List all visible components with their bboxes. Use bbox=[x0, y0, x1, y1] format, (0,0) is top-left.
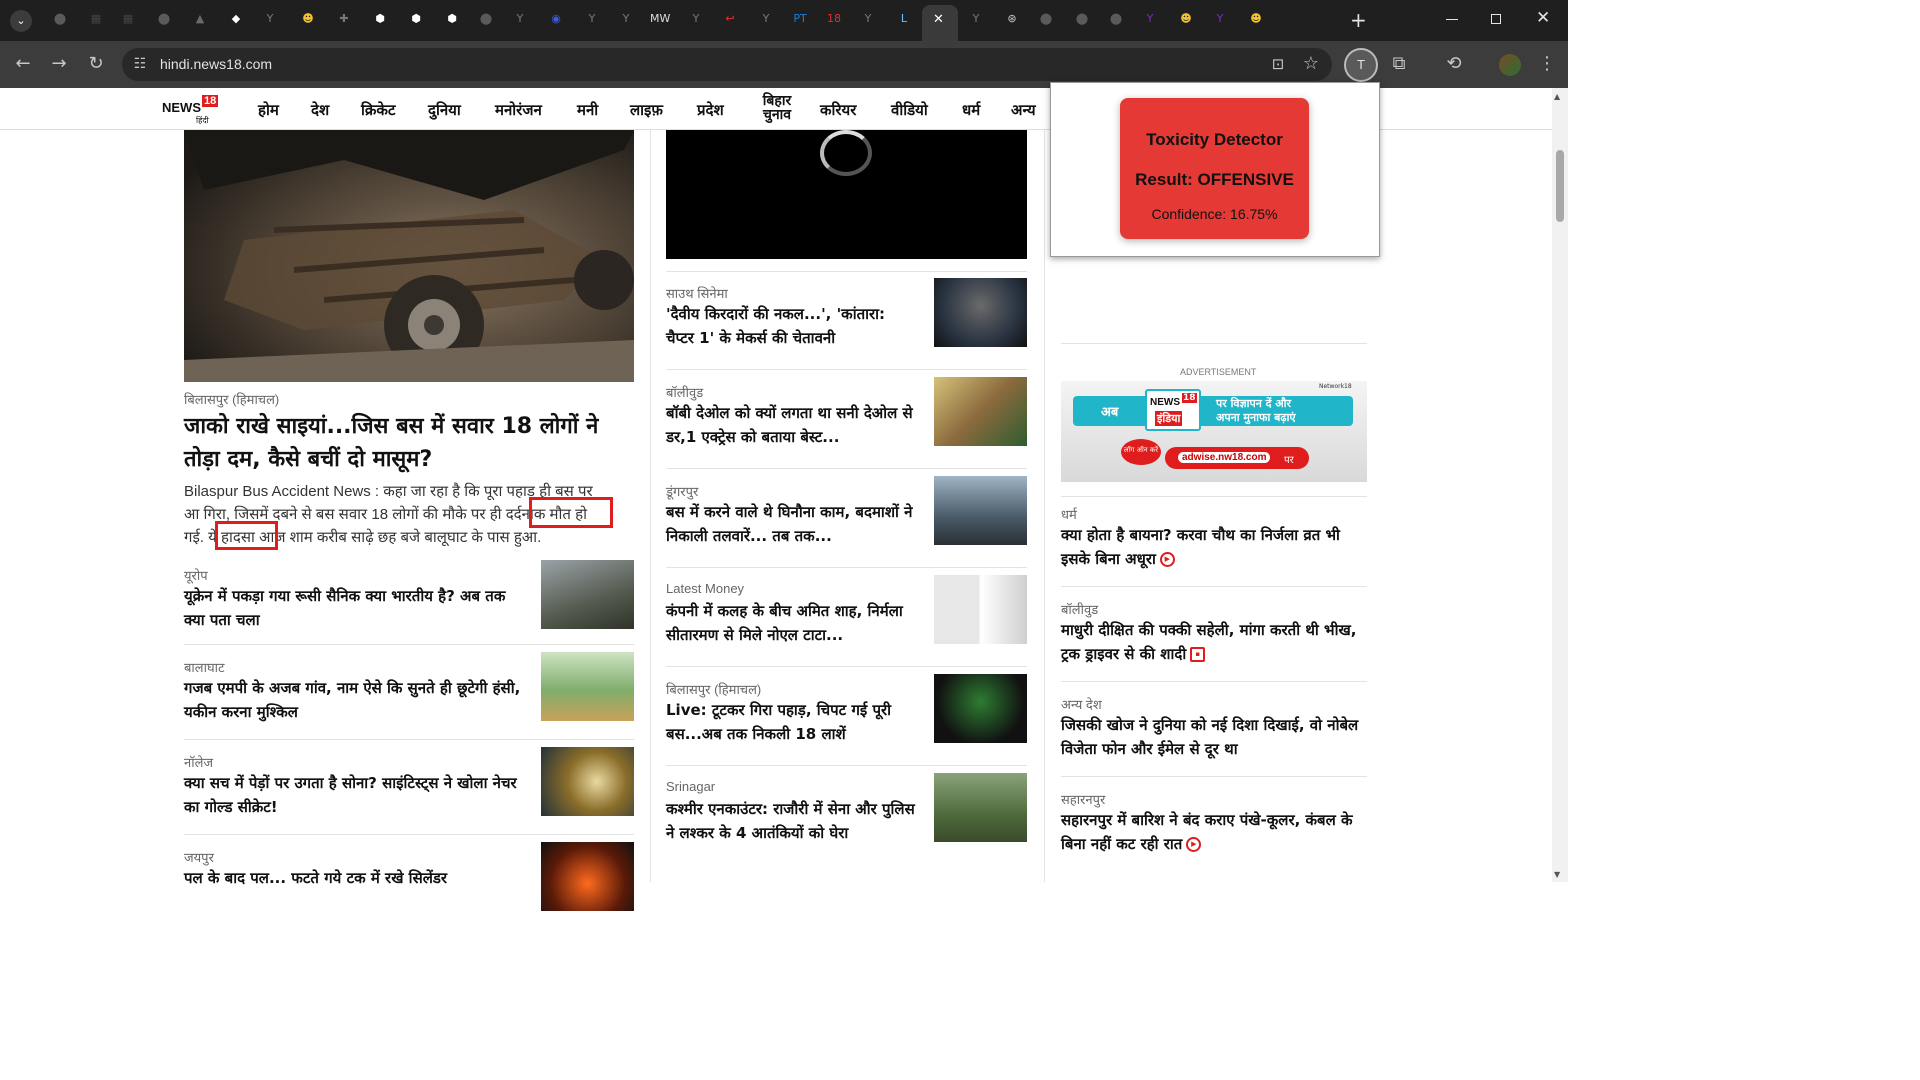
ad-brand: NEWS bbox=[1150, 397, 1180, 408]
ad-network: Network18 bbox=[1319, 383, 1352, 390]
mid_list-headline-text: Live: टूटकर गिरा पहाड़, चिपट गई पूरी बस...अब तक निकली 18 लाशें bbox=[666, 701, 892, 743]
tab-search-icon[interactable]: ⌄ bbox=[10, 10, 32, 32]
left_list-thumbnail[interactable] bbox=[541, 747, 634, 816]
toxicity-result-card bbox=[1120, 98, 1309, 239]
minimize-window-button[interactable] bbox=[1446, 19, 1458, 20]
tab-favicon-icon[interactable]: ☻ bbox=[1250, 12, 1262, 25]
ad-text-ab: अब bbox=[1101, 405, 1119, 420]
left_list-category[interactable]: नॉलेज bbox=[184, 755, 214, 770]
left_list-thumbnail[interactable] bbox=[541, 652, 634, 721]
left_list-divider bbox=[184, 834, 634, 835]
mid_list-headline[interactable] bbox=[666, 302, 916, 350]
tab-favicon-icon[interactable]: L bbox=[900, 12, 908, 25]
nav-item[interactable]: वीडियो bbox=[891, 101, 928, 119]
right_list-divider bbox=[1061, 586, 1367, 587]
tab-favicon-icon[interactable]: ⬤ bbox=[1075, 12, 1089, 25]
tab-favicon-icon[interactable]: Y bbox=[762, 12, 770, 25]
nav-item[interactable]: मनोरंजन bbox=[495, 101, 542, 119]
left_list-headline[interactable] bbox=[184, 771, 524, 819]
ad-brand-num: 18 bbox=[1183, 393, 1196, 403]
right_list-category[interactable]: अन्य देश bbox=[1061, 697, 1102, 712]
tab-favicon-icon[interactable]: Y bbox=[692, 12, 700, 25]
logo-number: 18 bbox=[204, 95, 217, 107]
more-menu-icon[interactable]: ⋮ bbox=[1538, 53, 1556, 74]
mid_list-headline[interactable] bbox=[666, 599, 916, 647]
nav-item[interactable]: देश bbox=[311, 101, 330, 119]
right_list-headline[interactable] bbox=[1061, 808, 1361, 856]
toxic-phrase-highlight-1 bbox=[529, 497, 613, 528]
video-play-icon: ▶ bbox=[1160, 552, 1175, 567]
popup-result: Result: OFFENSIVE bbox=[1135, 170, 1294, 189]
mid_list-headline-text: कंपनी में कलह के बीच अमित शाह, निर्मला सीतारमण से मिले नोएल टाटा... bbox=[666, 602, 903, 644]
extensions-puzzle-icon[interactable]: ⧉ bbox=[1392, 53, 1406, 74]
tab-favicon-icon[interactable]: ⬢ bbox=[447, 12, 457, 25]
tab-favicon-icon[interactable]: Y bbox=[266, 12, 274, 25]
left_list-headline[interactable] bbox=[184, 584, 524, 632]
tab-favicon-icon[interactable]: 18 bbox=[827, 12, 841, 25]
nav-item[interactable]: अन्य bbox=[1011, 101, 1036, 119]
close-window-button[interactable]: ✕ bbox=[1536, 8, 1551, 28]
right_list-headline[interactable] bbox=[1061, 523, 1361, 571]
site-info-icon[interactable]: ☷ bbox=[133, 56, 147, 72]
mid_list-thumbnail[interactable] bbox=[934, 773, 1027, 842]
toxic-phrase-highlight-2 bbox=[215, 521, 278, 550]
tab-favicon-icon[interactable]: Y bbox=[1216, 12, 1224, 25]
scroll-up-icon[interactable]: ▲ bbox=[1554, 92, 1561, 101]
mid_list-thumbnail[interactable] bbox=[934, 476, 1027, 545]
tab-favicon-icon[interactable]: Y bbox=[972, 12, 980, 25]
tab-favicon-icon[interactable]: ↩ bbox=[725, 12, 735, 25]
mid_list-category[interactable]: बिलासपुर (हिमाचल) bbox=[666, 682, 762, 697]
mid_list-headline-text: कश्मीर एनकाउंटर: राजौरी में सेना और पुलिस ने लश्कर के 4 आतंकियों को घेरा bbox=[666, 800, 915, 842]
column-divider-2 bbox=[1044, 130, 1045, 882]
summary-line-2b: हो bbox=[575, 506, 587, 523]
ad-brand-sub: इंडिया bbox=[1157, 412, 1181, 425]
left_list-category[interactable]: बालाघाट bbox=[184, 660, 225, 675]
left_list-headline-text: क्या सच में पेड़ों पर उगता है सोना? साइंटिस्ट्स ने खोला नेचर का गोल्ड सीक्रेट! bbox=[184, 774, 517, 816]
mid_list-thumbnail[interactable] bbox=[934, 575, 1027, 644]
mid-top-divider bbox=[666, 271, 1027, 272]
mid_list-divider bbox=[666, 369, 1027, 370]
right_list-headline-text: क्या होता है बायना? करवा चौथ का निर्जला व्रत भी इसके बिना अधूरा bbox=[1061, 526, 1340, 568]
mid_list-divider bbox=[666, 666, 1027, 667]
mid_list-category[interactable]: Latest Money bbox=[666, 581, 745, 596]
tab-favicon-icon[interactable]: ☻ bbox=[302, 12, 314, 25]
photo-gallery-icon: ▪ bbox=[1190, 647, 1205, 662]
tab-favicon-icon[interactable]: Y bbox=[588, 12, 596, 25]
logo-text: NEWS bbox=[162, 100, 201, 115]
profile-initial: T bbox=[1357, 58, 1365, 72]
right_list-headline-text: माधुरी दीक्षित की पक्की सहेली, मांगा करती थी भीख, ट्रक ड्राइवर से की शादी bbox=[1061, 621, 1357, 663]
tab-favicon-icon[interactable]: ◆ bbox=[231, 12, 241, 25]
tab-favicon-icon[interactable]: ⬤ bbox=[479, 12, 493, 25]
logo-subtitle: हिंदी bbox=[196, 116, 209, 125]
nav-item[interactable]: करियर bbox=[820, 101, 857, 119]
forward-icon[interactable]: → bbox=[51, 53, 67, 74]
ad-login-badge bbox=[1121, 439, 1161, 465]
right_list-divider bbox=[1061, 776, 1367, 777]
mid_list-headline-text: 'दैवीय किरदारों की नकल...', 'कांतारा: चैप्टर 1' के मेकर्स की चेतावनी bbox=[666, 305, 886, 347]
mid_list-headline-text: बस में करने वाले थे घिनौना काम, बदमाशों ने निकाली तलवारें... तब तक... bbox=[666, 503, 913, 545]
back-icon[interactable]: ← bbox=[15, 53, 31, 74]
popup-title: Toxicity Detector bbox=[1146, 130, 1283, 149]
tab-favicon-icon[interactable]: Y bbox=[516, 12, 524, 25]
tab-favicon-icon[interactable]: ⬤ bbox=[1039, 12, 1053, 25]
mid_list-thumbnail[interactable] bbox=[934, 278, 1027, 347]
nav-item[interactable]: बिहार चुनाव bbox=[762, 93, 792, 123]
ad-text-2: अपना मुनाफा बढ़ाएं bbox=[1216, 411, 1296, 424]
install-app-icon[interactable]: ⊡ bbox=[1271, 55, 1285, 73]
right-top-divider bbox=[1061, 343, 1367, 344]
tab-favicon-icon[interactable]: PT bbox=[793, 12, 807, 25]
nav-item[interactable]: प्रदेश bbox=[697, 101, 724, 119]
right_list-headline-text: सहारनपुर में बारिश ने बंद कराए पंखे-कूलर, कंबल के बिना नहीं कट रही रात bbox=[1061, 811, 1353, 853]
left_list-divider bbox=[184, 644, 634, 645]
left_list-divider bbox=[184, 739, 634, 740]
ad-login: लॉग ऑन करें bbox=[1123, 446, 1159, 454]
right_list-divider bbox=[1061, 681, 1367, 682]
tab-favicon-icon[interactable]: Y bbox=[864, 12, 872, 25]
left_list-thumbnail[interactable] bbox=[541, 842, 634, 911]
nav-item[interactable]: दुनिया bbox=[428, 101, 461, 119]
mid_list-divider bbox=[666, 468, 1027, 469]
left_list-headline[interactable] bbox=[184, 866, 524, 890]
popup-confidence: Confidence: 16.75% bbox=[1151, 206, 1278, 222]
tab-favicon-icon[interactable]: ▦ bbox=[122, 12, 134, 25]
tab-favicon-icon[interactable]: ⬤ bbox=[1109, 12, 1123, 25]
summary-line-3: गई. ये bbox=[184, 529, 217, 546]
left_list-category[interactable]: यूरोप bbox=[184, 568, 208, 583]
url-text[interactable]: hindi.news18.com bbox=[160, 56, 273, 72]
history-icon[interactable]: ⟲ bbox=[1446, 53, 1462, 74]
left_list-headline-text: यूक्रेन में पकड़ा गया रूसी सैनिक क्या भारतीय है? अब तक क्या पता चला bbox=[184, 587, 506, 629]
right_list-headline-text: जिसकी खोज ने दुनिया को नई दिशा दिखाई, वो नोबेल विजेता फोन और ईमेल से दूर था bbox=[1061, 716, 1359, 758]
mid_list-headline[interactable] bbox=[666, 401, 916, 449]
mid_list-headline-text: बॉबी देओल को क्यों लगता था सनी देओल से डर,1 एक्ट्रेस को बताया बेस्ट... bbox=[666, 404, 913, 446]
mid_list-divider bbox=[666, 567, 1027, 568]
right_list-headline[interactable] bbox=[1061, 618, 1361, 666]
nav-item[interactable]: मनी bbox=[577, 101, 599, 119]
mid_list-category[interactable]: साउथ सिनेमा bbox=[666, 286, 728, 301]
ad-brand-box bbox=[1145, 389, 1201, 431]
left_list-headline[interactable] bbox=[184, 676, 524, 724]
column-divider-1 bbox=[650, 130, 651, 882]
summary-line-1: Bilaspur Bus Accident News : कहा जा रहा है कि पूरा पहाड़ ही बस पर bbox=[184, 483, 593, 500]
new-tab-button[interactable]: + bbox=[1350, 8, 1367, 32]
nav-item[interactable]: होम bbox=[258, 101, 279, 119]
mid_list-headline[interactable] bbox=[666, 698, 916, 746]
mid_list-thumbnail[interactable] bbox=[934, 377, 1027, 446]
tab-favicon-icon[interactable]: ☻ bbox=[1180, 12, 1192, 25]
mid_list-headline[interactable] bbox=[666, 797, 916, 845]
tab-favicon-icon[interactable]: ⬤ bbox=[53, 12, 67, 25]
tab-favicon-icon[interactable]: ⬤ bbox=[157, 12, 171, 25]
video-play-icon: ▶ bbox=[1186, 837, 1201, 852]
restore-window-button[interactable] bbox=[1491, 14, 1501, 24]
summary-line-2: आ गिरा, जिसमें दबने से बस सवार 18 लोगों की मौके पर ही bbox=[184, 506, 502, 523]
left_list-headline-text: पल के बाद पल... फटते गये टक में रखे सिलेंडर bbox=[184, 869, 448, 887]
left_list-category[interactable]: जयपुर bbox=[184, 850, 214, 865]
video-player[interactable] bbox=[666, 130, 1027, 259]
bookmark-star-icon[interactable]: ☆ bbox=[1302, 53, 1320, 74]
tab-favicon-icon[interactable]: ⬢ bbox=[375, 12, 385, 25]
tab-favicon-icon[interactable]: Y bbox=[1146, 12, 1154, 25]
mid_list-category[interactable]: Srinagar bbox=[666, 779, 716, 794]
tab-favicon-icon[interactable]: ⊛ bbox=[1007, 12, 1017, 25]
left_list-thumbnail[interactable] bbox=[541, 560, 634, 629]
ad-site: adwise.nw18.com bbox=[1178, 452, 1270, 463]
summary-highlight-1: दर्दनाक मौत bbox=[505, 506, 571, 523]
tab-favicon-icon[interactable]: ▦ bbox=[90, 12, 102, 25]
mid_list-thumbnail[interactable] bbox=[934, 674, 1027, 743]
hero-category[interactable]: बिलासपुर (हिमाचल) bbox=[184, 392, 280, 407]
user-avatar[interactable] bbox=[1499, 54, 1521, 76]
right-ad-divider bbox=[1061, 496, 1367, 497]
right_list-headline[interactable] bbox=[1061, 713, 1361, 761]
tab-favicon-icon[interactable]: Y bbox=[622, 12, 630, 25]
mid_list-category[interactable]: बॉलीवुड bbox=[666, 385, 704, 400]
summary-highlight-2: हादसा bbox=[221, 529, 255, 546]
reload-icon[interactable]: ↻ bbox=[88, 53, 104, 74]
scroll-down-icon[interactable]: ▼ bbox=[1554, 870, 1561, 879]
tab-favicon-icon[interactable]: ⬢ bbox=[411, 12, 421, 25]
news18-logo[interactable] bbox=[162, 95, 220, 123]
scrollbar-thumb[interactable] bbox=[1556, 150, 1564, 222]
address-bar[interactable] bbox=[122, 48, 1332, 81]
nav-item[interactable]: लाइफ़ bbox=[630, 101, 663, 119]
right_list-category[interactable]: सहारनपुर bbox=[1061, 792, 1106, 807]
nav-item[interactable]: धर्म bbox=[962, 101, 981, 119]
right_list-category[interactable]: बॉलीवुड bbox=[1061, 602, 1099, 617]
close-tab-icon[interactable]: ✕ bbox=[933, 12, 944, 27]
mid_list-divider bbox=[666, 765, 1027, 766]
mid_list-headline[interactable] bbox=[666, 500, 916, 548]
tab-favicon-icon[interactable]: MW bbox=[650, 12, 671, 25]
advertisement-banner[interactable] bbox=[1061, 381, 1367, 482]
tab-favicon-icon[interactable]: ◉ bbox=[551, 12, 561, 25]
hero-headline[interactable]: जाको राखे साइयां...जिस बस में सवार 18 लोगों ने तोड़ा दम, कैसे बचीं दो मासूम? bbox=[184, 414, 599, 472]
hero-article-image[interactable] bbox=[184, 130, 634, 382]
ad-text-1: पर विज्ञापन दें और bbox=[1216, 397, 1292, 410]
left_list-headline-text: गजब एमपी के अजब गांव, नाम ऐसे कि सुनते ही छूटेगी हंसी, यकीन करना मुश्किल bbox=[184, 679, 521, 721]
mid_list-category[interactable]: डूंगरपुर bbox=[666, 484, 699, 499]
summary-line-3b: आज शाम करीब साढ़े छह बजे बालूघाट के पास हुआ. bbox=[259, 529, 542, 546]
profile-avatar-button[interactable] bbox=[1344, 48, 1378, 82]
tab-favicon-icon[interactable]: ▲ bbox=[195, 12, 205, 25]
tab-favicon-icon[interactable]: ✚ bbox=[339, 12, 349, 25]
right_list-category[interactable]: धर्म bbox=[1061, 507, 1077, 522]
loading-spinner-icon bbox=[820, 130, 872, 176]
ad-label: ADVERTISEMENT bbox=[1180, 367, 1257, 377]
nav-item[interactable]: क्रिकेट bbox=[361, 101, 396, 119]
ad-par: पर bbox=[1284, 455, 1294, 466]
